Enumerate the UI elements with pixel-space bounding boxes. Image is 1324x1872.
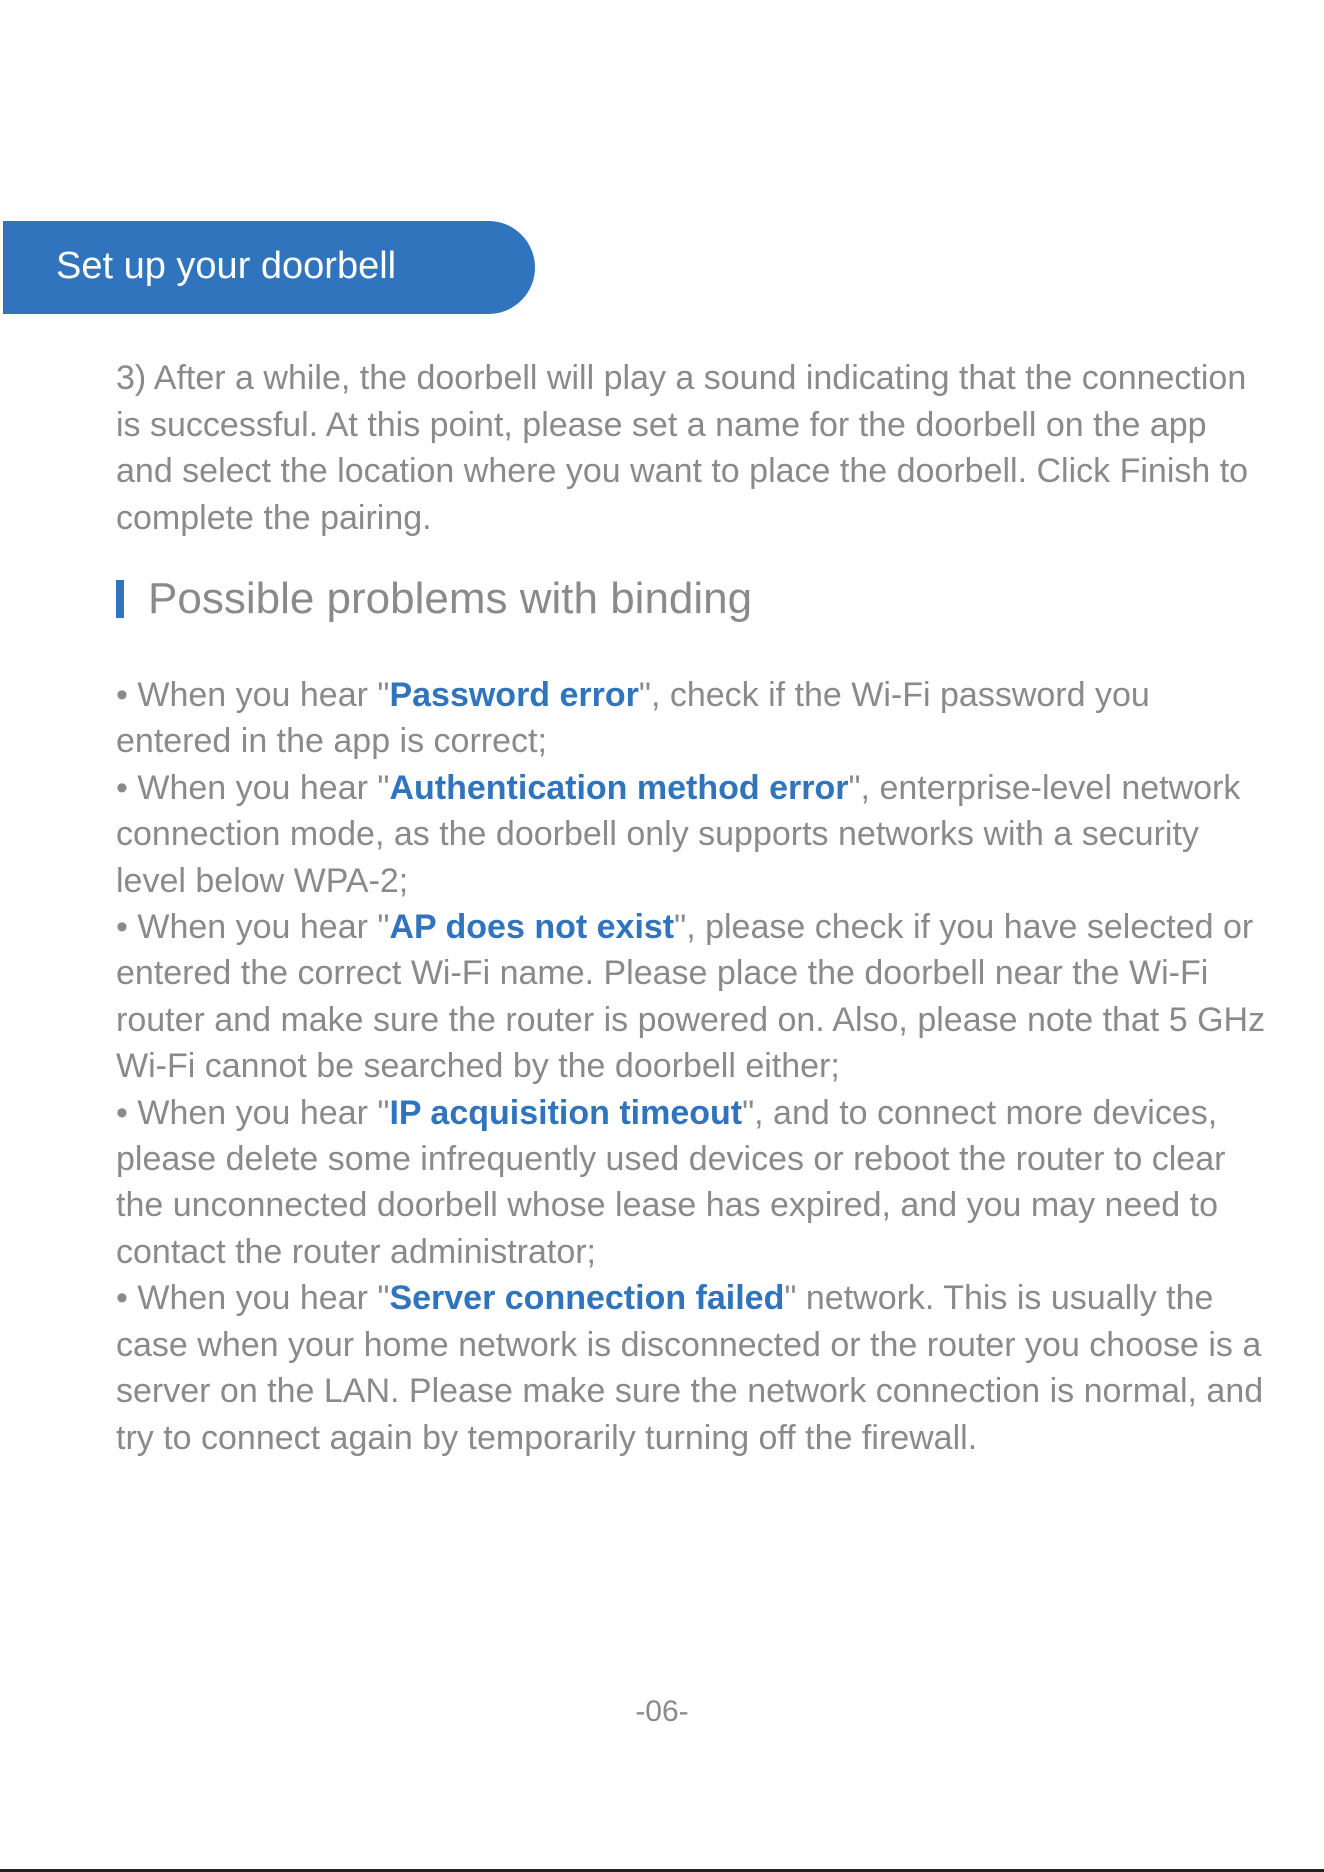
problem-keyword: IP acquisition timeout	[389, 1093, 743, 1132]
problem-item	[116, 765, 1266, 904]
problem-prefix: • When you hear "	[116, 676, 390, 714]
problem-description: ", please check if you have selected or entered the correct Wi-Fi name. Please place the doorbell near the Wi-Fi router and make sure the router is powered on. Also, please note that 5 GHz Wi-Fi cannot be searched by the doorbell either;	[116, 908, 1266, 1086]
problem-prefix: • When you hear "	[116, 908, 390, 947]
section-header-title: Set up your doorbell	[56, 245, 397, 287]
section-header-banner	[3, 221, 535, 314]
problem-description: ", and to connect more devices, please delete some infrequently used devices or reboot the router to clear the unconnected doorbell whose lease has expired, and you may need to contact the router administrator;	[116, 1093, 1226, 1271]
problem-prefix: • When you hear "	[116, 1279, 390, 1318]
step-3-text: 3) After a while, the doorbell will play a sound indicating that the connection is successful. At this point, please set a name for the doorbell on the app and select the location where you want to place the doorbell. Click Finish to complete the pairing.	[116, 359, 1249, 537]
problem-item	[116, 672, 1266, 765]
problem-item	[116, 904, 1266, 1090]
problem-description: ", enterprise-level network connection mode, as the doorbell only supports networks with a security level below WPA-2;	[116, 768, 1241, 900]
problem-prefix: • When you hear "	[116, 1093, 390, 1132]
problem-description: " network. This is usually the case when your home network is disconnected or the router you choose is a server on the LAN. Please make sure the network connection is normal, and try to connect again by temporarily turning off the firewall.	[116, 1279, 1264, 1457]
problem-description: ", check if the Wi-Fi password you entered in the app is correct;	[116, 676, 1150, 761]
step-instructions	[116, 355, 1266, 541]
problems-list	[116, 672, 1266, 1461]
page-number: -06-	[635, 1695, 689, 1728]
subheading-title: Possible problems with binding	[148, 574, 753, 623]
problem-item	[116, 1275, 1266, 1461]
problem-prefix: • When you hear "	[116, 768, 390, 807]
problem-keyword: AP does not exist	[389, 908, 675, 947]
subheading-accent-bar	[116, 580, 124, 618]
subheading	[116, 571, 752, 627]
problem-keyword: Server connection failed	[389, 1279, 785, 1318]
problem-keyword: Authentication method error	[389, 768, 849, 807]
problem-keyword: Password error	[389, 676, 639, 714]
problem-item	[116, 1090, 1266, 1276]
